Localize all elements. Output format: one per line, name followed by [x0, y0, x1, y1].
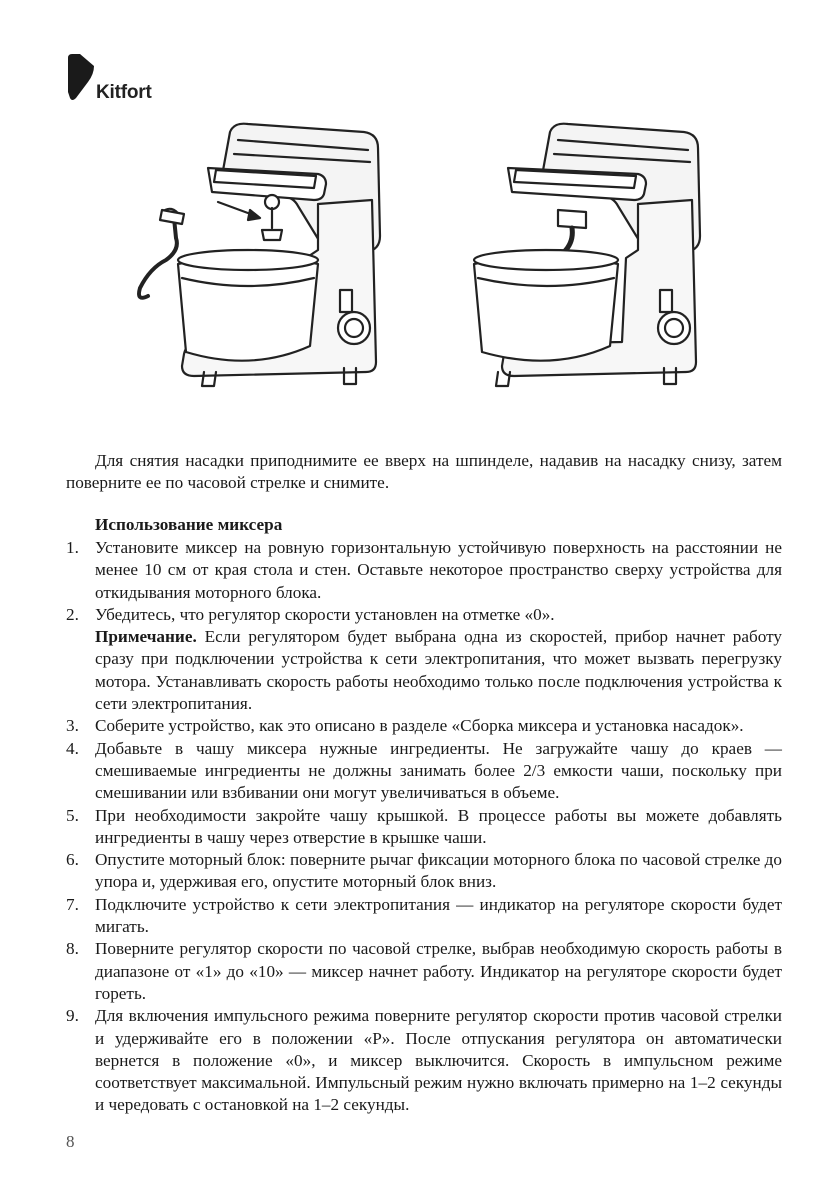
- intro-paragraph: [66, 450, 782, 495]
- step-number: 4.: [66, 738, 79, 758]
- note-label: Примечание.: [95, 627, 197, 647]
- brand-name: Kitfort: [96, 82, 152, 103]
- mixer-illustration-hook-installed: [462, 118, 732, 418]
- list-item: [66, 805, 782, 850]
- step-text: Подключите устройство к сети электропитания — индикатор на регуляторе скорости будет мигать.: [95, 894, 782, 937]
- list-item: [66, 1005, 782, 1116]
- list-item: [66, 604, 782, 626]
- intro-text: Для снятия насадки приподнимите ее вверх на шпинделе, надавив на насадку снизу, затем поверните ее по часовой стрелке и снимите.: [66, 451, 782, 493]
- list-item: [66, 537, 782, 604]
- step-number: 5.: [66, 805, 79, 825]
- step-text: Соберите устройство, как это описано в разделе «Сборка миксера и установка насадок».: [95, 716, 744, 736]
- step-text: Поверните регулятор скорости по часовой стрелке, выбрав необходимую скорость работы в диапазоне от «1» до «10» — миксер начнет работу. Индикатор на регуляторе скорости будет гореть.: [95, 939, 782, 1003]
- step-text: При необходимости закройте чашу крышкой. В процессе работы вы можете добавлять ингредиенты в чашу через отверстие в крышке чаши.: [95, 805, 782, 847]
- step-number: 8.: [66, 939, 79, 959]
- step-number: 6.: [66, 850, 79, 870]
- step-text: Для включения импульсного режима поверните регулятор скорости против часовой стрелки и удерживайте его в положении «P». После отпускания регулятора он автоматически вернется в положение «0», и миксер выключится. Скорость в импульсном режиме соответствует максимальной. Импульсный режим нужно включать примерно на 1–2 секунды и чередовать с остановкой на 1–2 секунды.: [95, 1006, 782, 1115]
- list-item: [66, 938, 782, 1005]
- list-item: [66, 894, 782, 939]
- mixer-illustration-hook-removal: [122, 118, 392, 418]
- step-number: 2.: [66, 604, 79, 624]
- step-text: Убедитесь, что регулятор скорости установлен на отметке «0».: [95, 604, 555, 624]
- step-number: 7.: [66, 894, 79, 914]
- step-text: Установите миксер на ровную горизонтальную устойчивую поверхность на расстоянии не менее 10 см от края стола и стен. Оставьте некоторое пространство сверху устройства для откидывания моторного блока.: [95, 538, 782, 602]
- note-text: Если регулятором будет выбрана одна из скоростей, прибор начнет работу сразу при подключении устройства к сети электропитания, что может вызвать перегрузку мотора. Устанавливать скорость работы необходимо только после подключения устройства к сети электропитания.: [95, 627, 782, 714]
- step-number: 3.: [66, 716, 79, 736]
- step-number: 1.: [66, 538, 79, 557]
- list-item: [66, 849, 782, 894]
- list-item: [66, 715, 782, 737]
- step-text: Добавьте в чашу миксера нужные ингредиенты. Не загружайте чашу до краев — смешиваемые ингредиенты не должны занимать более 2/3 емкости чаши, поскольку при смешивании или взбивании они могут увеличиваться в объеме.: [95, 738, 782, 803]
- steps-list: [66, 537, 782, 1117]
- step-text: Опустите моторный блок: поверните рычаг фиксации моторного блока по часовой стрелке до упора и, удерживая его, опустите моторный блок вниз.: [95, 850, 782, 892]
- step-number: 9.: [66, 1006, 79, 1026]
- list-item-note: [66, 626, 782, 715]
- page-number: 8: [66, 1132, 75, 1151]
- section-title: Использование миксера: [95, 515, 283, 534]
- list-item: [66, 738, 782, 805]
